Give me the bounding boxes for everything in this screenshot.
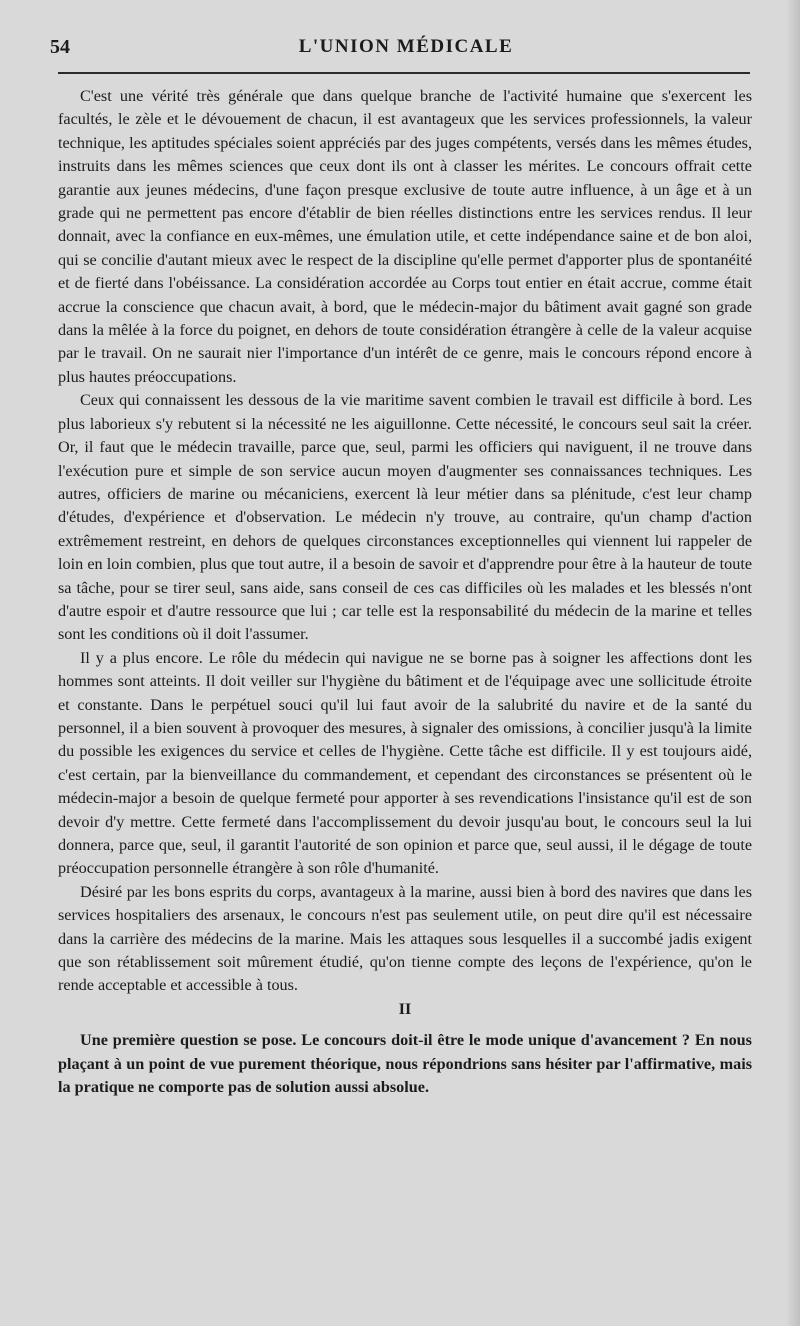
article-body	[58, 85, 752, 1099]
journal-title: L'UNION MÉDICALE	[298, 36, 514, 57]
section-number: II	[398, 1000, 412, 1018]
paragraph-concours-garantie: C'est une vérité très générale que dans quelque branche de l'activité humaine que s'exercent les facultés, le zèle et le dévouement de chacun, il est avantageux que les services professionnels, la valeur technique, les aptitudes spéciales soient appréciés par des juges compétents, versés dans les mêmes études, instruits dans les mêmes sciences que ceux dont ils ont à classer les mérites. Le concours offrait cette garantie aux jeunes médecins, d'une façon presque exclusive de toute autre influence, à un âge et à un grade qui ne permettent pas encore d'établir de bien réelles distinctions entre les services rendus. Il leur donnait, avec la confiance en eux-mêmes, une émulation utile, et cette indépendance saine et de bon aloi, qui se concilie d'autant mieux avec le respect de la discipline qu'elle permet d'apporter plus de spontanéité et de fierté dans l'obéissance. La considération accordée au Corps tout entier en était accrue, comme était accrue la conscience que chacun avait, à bord, que le médecin-major du bâtiment avait gagné son grade dans la mêlée à la force du poignet, en dehors de toute considération étrangère à celle de la valeur acquise par le travail. On ne saurait nier l'importance d'un intérêt de ce genre, mais le concours répond encore à plus hautes préoccupations.	[58, 87, 752, 386]
running-head	[50, 32, 762, 62]
paragraph-travail-a-bord: Ceux qui connaissent les dessous de la vie maritime savent combien le travail est difficile à bord. Les plus laborieux s'y rebutent si la nécessité ne les aiguillonne. Cette nécessité, le concours seul sait la créer. Or, il faut que le médecin travaille, parce que, seul, parmi les officiers qui naviguent, il ne trouve dans l'exécution pure et simple de son service aucun moyen d'augmenter ses connaissances techniques. Les autres, officiers de marine ou mécaniciens, exercent là leur métier dans sa plénitude, c'est leur champ d'études, d'expérience et d'observation. Le médecin n'y trouve, au contraire, qu'un champ d'action extrêmement restreint, en dehors de quelques circonstances exceptionnelles qui viennent lui rappeler de loin en loin combien, plus que tout autre, il a besoin de savoir et d'apprendre pour être à la hauteur de toute sa tâche, pour se tirer seul, sans aide, sans conseil de ces cas difficiles où les malades et les blessés n'ont d'autre espoir et d'autre ressource que lui ; car telle est la responsabilité du médecin de la marine et telles sont les conditions où il doit l'assumer.	[58, 391, 752, 644]
paragraph-concours-necessaire: Désiré par les bons esprits du corps, avantageux à la marine, aussi bien à bord des navires que dans les services hospitaliers des arsenaux, le concours n'est pas seulement utile, on peut dire qu'il est nécessaire dans la carrière des médecins de la marine. Mais les attaques sous lesquelles il a succombé jadis exigent que son rétablissement soit mûrement étudié, qu'on tienne compte des leçons de l'expérience, qu'on le rende acceptable et accessible à tous.	[58, 882, 752, 995]
page-number: 54	[50, 36, 70, 58]
paragraph-hygiene: Il y a plus encore. Le rôle du médecin qui navigue ne se borne pas à soigner les affections dont les hommes sont atteints. Il doit veiller sur l'hygiène du bâtiment et de l'équipage avec une sollicitude étroite et constante. Dans le perpétuel souci qu'il lui faut avoir de la salubrité du navire et de la santé du personnel, il a bien souvent à provoquer des mesures, à signaler des omissions, à concilier jusqu'à la limite du possible les exigences du service et celles de l'hygiène. Cette tâche est difficile. Il y est toujours aidé, c'est certain, par la bienveillance du commandement, et cependant des circonstances se présentent où le médecin-major a besoin de quelque fermeté pour apporter à ses revendications l'insistance qu'il est de son devoir d'y mettre. Cette fermeté dans l'accomplissement du devoir jusqu'au bout, le concours seul la lui donnera, parce que, seul, il garantit l'autorité de son opinion et parce que, seul aussi, il le dégage de toute préoccupation personnelle étrangère à son rôle d'humanité.	[58, 648, 752, 878]
header-rule	[58, 72, 750, 74]
paragraph-premiere-question: Une première question se pose. Le concours doit-il être le mode unique d'avancement ? En nous plaçant à un point de vue purement théorique, nous répondrions sans hésiter par l'affirmative, mais la pratique ne comporte pas de solution aussi absolue.	[58, 1031, 752, 1097]
